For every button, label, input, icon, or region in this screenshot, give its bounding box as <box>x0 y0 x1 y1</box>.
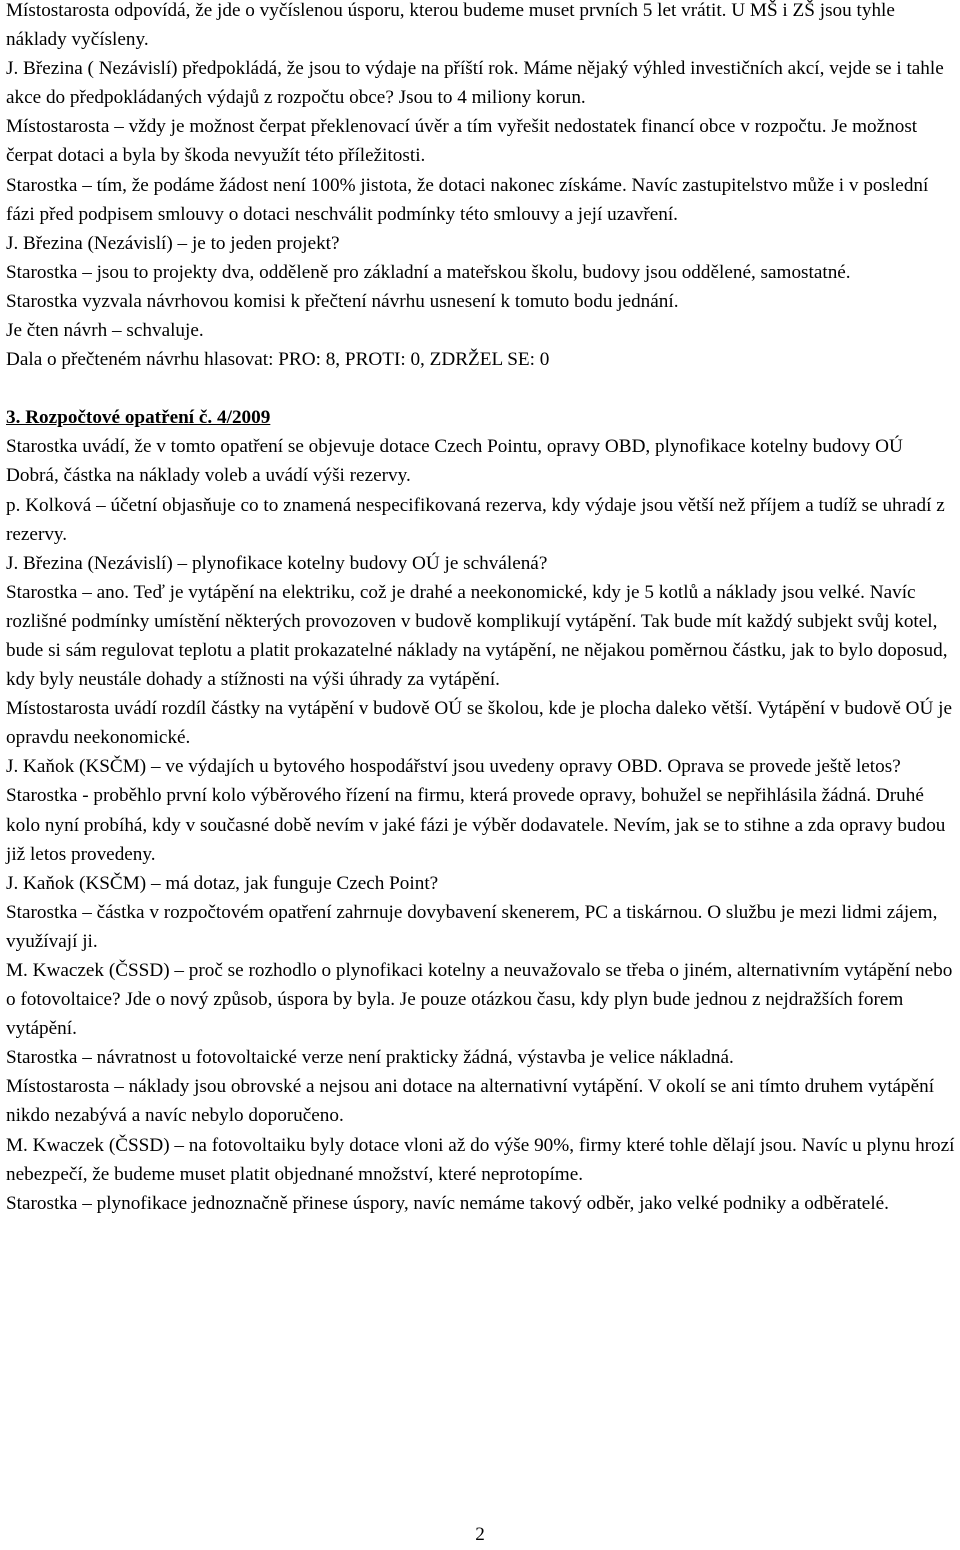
document-page <box>6 0 958 1218</box>
paragraph: Dala o přečteném návrhu hlasovat: PRO: 8, PROTI: 0, ZDRŽEL SE: 0 <box>6 349 550 371</box>
paragraph: M. Kwaczek (ČSSD) – proč se rozhodlo o plynofikaci kotelny a neuvažovalo se třeba o jiném, alternativním vytápění nebo o fotovoltaice? Jde o nový způsob, úspora by byla. Je pouze otázkou času, kdy plyn bude jednou z nejdražších forem vytápění. <box>6 960 953 1040</box>
paragraph: J. Kaňok (KSČM) – má dotaz, jak funguje Czech Point? <box>6 872 439 894</box>
paragraph: Starostka – ano. Teď je vytápění na elektriku, což je drahé a neekonomické, kdy je 5 kotlů a náklady jsou velké. Navíc rozlišné podmínky umístění některých provozoven v budově komplikují vytápění. Tak bude mít každý subjekt svůj kotel, bude si sám regulovat teplotu a platit prokazatelné náklady na vytápění, ne nějakou poměrnou částku, jak to bylo doposud, kdy byly neustále dohady a stížnosti na výši úhrady za vytápění. <box>6 581 948 691</box>
section-gap <box>6 374 958 403</box>
paragraph: Starostka uvádí, že v tomto opatření se objevuje dotace Czech Pointu, opravy OBD, plynofikace kotelny budovy OÚ Dobrá, částka na náklady voleb a uvádí výši rezervy. <box>6 436 903 487</box>
paragraph: Starostka vyzvala návrhovou komisi k přečtení návrhu usnesení k tomuto bodu jednání. <box>6 290 679 312</box>
paragraph: Místostarosta – náklady jsou obrovské a nejsou ani dotace na alternativní vytápění. V okolí se ani tímto druhem vytápění nikdo nezabývá a navíc nebylo doporučeno. <box>6 1076 935 1127</box>
paragraph: J. Kaňok (KSČM) – ve výdajích u bytového hospodářství jsou uvedeny opravy OBD. Oprava se provede ještě letos? <box>6 756 901 778</box>
paragraph: Místostarosta odpovídá, že jde o vyčíslenou úsporu, kterou budeme muset prvních 5 let vrátit. U MŠ i ZŠ jsou tyhle náklady vyčísleny. <box>6 0 895 51</box>
paragraph: Starostka – částka v rozpočtovém opatření zahrnuje dovybavení skenerem, PC a tiskárnou. O službu je mezi lidmi zájem, využívají ji. <box>6 901 938 952</box>
paragraph: M. Kwaczek (ČSSD) – na fotovoltaiku byly dotace vloni až do výše 90%, firmy které tohle dělají jsou. Navíc u plynu hrozí nebezpečí, že budeme muset platit objednané množství, které neprotopíme. <box>6 1134 955 1185</box>
minutes-block-after <box>6 432 958 1218</box>
paragraph: J. Březina ( Nezávislí) předpokládá, že jsou to výdaje na příští rok. Máme nějaký výhled investičních akcí, vejde se i tahle akce do předpokládaných výdajů z rozpočtu obce? Jsou to 4 miliony korun. <box>6 58 944 109</box>
paragraph: Starostka – jsou to projekty dva, odděleně pro základní a mateřskou školu, budovy jsou oddělené, samostatné. <box>6 261 851 283</box>
paragraph: Starostka – tím, že podáme žádost není 100% jistota, že dotaci nakonec získáme. Navíc zastupitelstvo může i v poslední fázi před podpisem smlouvy o dotaci neschválit podmínky této smlouvy a její uzavření. <box>6 174 929 225</box>
minutes-block-before <box>6 0 958 374</box>
paragraph: Je čten návrh – schvaluje. <box>6 320 204 342</box>
section-title <box>6 403 958 432</box>
paragraph: Starostka - proběhlo první kolo výběrového řízení na firmu, která provede opravy, bohužel se nepřihlásila žádná. Druhé kolo nyní probíhá, kdy v současné době nevím v jaké fázi je výběr dodavatele. Nevím, jak se to stihne a zda opravy budou již letos provedeny. <box>6 785 946 865</box>
paragraph: p. Kolková – účetní objasňuje co to znamená nespecifikovaná rezerva, kdy výdaje jsou větší než příjem a tudíž se uhradí z rezervy. <box>6 494 945 545</box>
paragraph: Místostarosta – vždy je možnost čerpat překlenovací úvěr a tím vyřešit nedostatek financí obce v rozpočtu. Je možnost čerpat dotaci a byla by škoda nevyužít této příležitosti. <box>6 116 918 167</box>
paragraph: Místostarosta uvádí rozdíl částky na vytápění v budově OÚ se školou, kde je plocha daleko větší. Vytápění v budově OÚ je opravdu neekonomické. <box>6 698 953 749</box>
paragraph: Starostka – plynofikace jednoznačně přinese úspory, navíc nemáme takový odběr, jako velké podniky a odběratelé. <box>6 1192 889 1214</box>
paragraph: Starostka – návratnost u fotovoltaické verze není prakticky žádná, výstavba je velice nákladná. <box>6 1047 734 1069</box>
paragraph: J. Březina (Nezávislí) – plynofikace kotelny budovy OÚ je schválená? <box>6 552 548 574</box>
paragraph: J. Březina (Nezávislí) – je to jeden projekt? <box>6 232 340 254</box>
page-number: 2 <box>475 1524 485 1545</box>
section-title-text: 3. Rozpočtové opatření č. 4/2009 <box>6 407 271 429</box>
